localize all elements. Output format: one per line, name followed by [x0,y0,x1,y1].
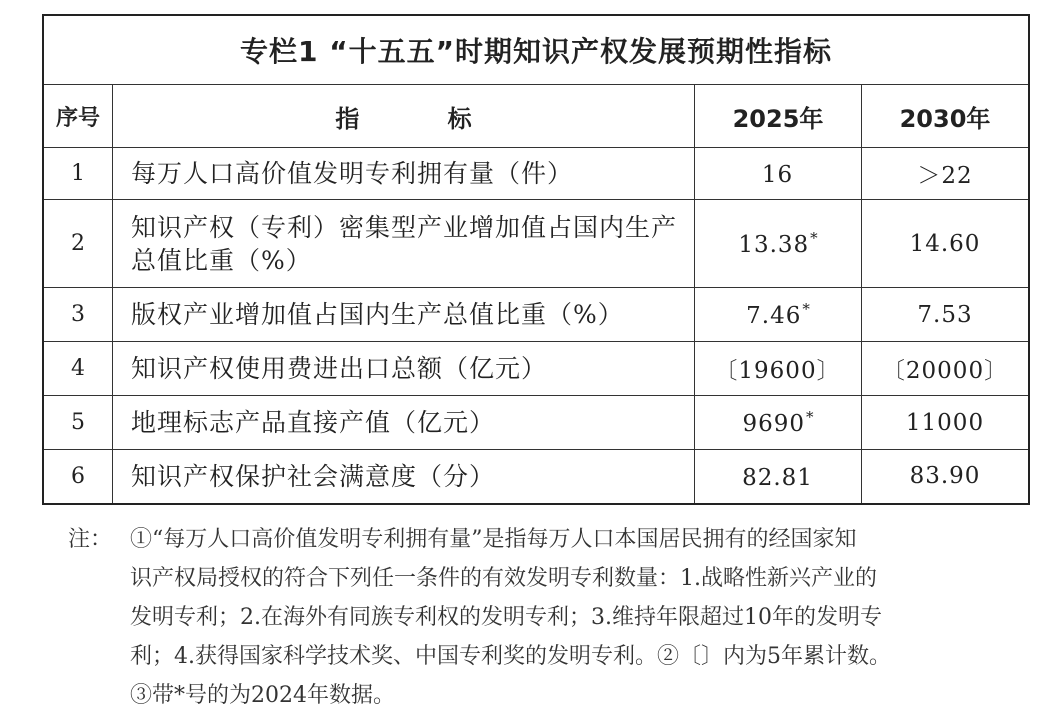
value-2025-text: 82.81 [742,464,813,491]
table-row [43,288,1029,342]
title-row [43,15,1029,85]
value-2030: 14.60 [862,200,1030,288]
header-2030: 2030年 [862,85,1030,148]
header-indicator: 指 标 [113,85,695,148]
notes-body [130,520,1018,715]
row-number: 1 [43,148,113,200]
note-line: 利；4.获得国家科学技术奖、中国专利奖的发明专利。②〔〕内为5年累计数。 [130,644,891,669]
note-line: 识产权局授权的符合下列任一条件的有效发明专利数量：1.战略性新兴产业的 [130,566,877,591]
value-2025 [695,148,862,200]
value-2030: 〔20000〕 [862,342,1030,396]
indicator-name: 版权产业增加值占国内生产总值比重（%） [113,288,695,342]
row-number: 2 [43,200,113,288]
table-row [43,450,1029,504]
indicator-name: 每万人口高价值发明专利拥有量（件） [113,148,695,200]
row-number: 5 [43,396,113,450]
table-row [43,200,1029,288]
indicator-name: 地理标志产品直接产值（亿元） [113,396,695,450]
header-no: 序号 [43,85,113,148]
row-number: 4 [43,342,113,396]
header-2025: 2025年 [695,85,862,148]
value-2025-text: 13.38 [738,232,810,258]
indicator-name: 知识产权保护社会满意度（分） [113,450,695,504]
value-2025 [695,450,862,504]
table-row [43,396,1029,450]
note-line: 发明专利；2.在海外有同族专利权的发明专利；3.维持年限超过10年的发明专 [130,605,882,630]
value-2030: ＞22 [862,148,1030,200]
star-mark: * [810,229,818,247]
table-title: 专栏1 “十五五”时期知识产权发展预期性指标 [43,15,1029,85]
notes-label: 注： [68,527,113,552]
value-2025-text: 7.46 [746,303,802,329]
value-2025 [695,200,862,288]
table-row [43,342,1029,396]
value-2025 [695,396,862,450]
star-mark: * [802,300,810,318]
value-2025-text: 〔19600〕 [714,358,841,384]
star-mark: * [806,408,814,426]
row-number: 6 [43,450,113,504]
value-2030: 7.53 [862,288,1030,342]
value-2030: 83.90 [862,450,1030,504]
header-row [43,85,1029,148]
indicators-table [42,14,1030,505]
note-line: ①“每万人口高价值发明专利拥有量”是指每万人口本国居民拥有的经国家知 [130,527,857,552]
note-line: ③带*号的为2024年数据。 [130,683,395,708]
table-row [43,148,1029,200]
value-2025 [695,288,862,342]
indicator-name: 知识产权使用费进出口总额（亿元） [113,342,695,396]
value-2025-text: 16 [761,162,794,188]
value-2025-text: 9690 [742,411,806,437]
value-2030: 11000 [862,396,1030,450]
indicator-name: 知识产权（专利）密集型产业增加值占国内生产总值比重（%） [113,200,695,288]
row-number: 3 [43,288,113,342]
value-2025 [695,342,862,396]
